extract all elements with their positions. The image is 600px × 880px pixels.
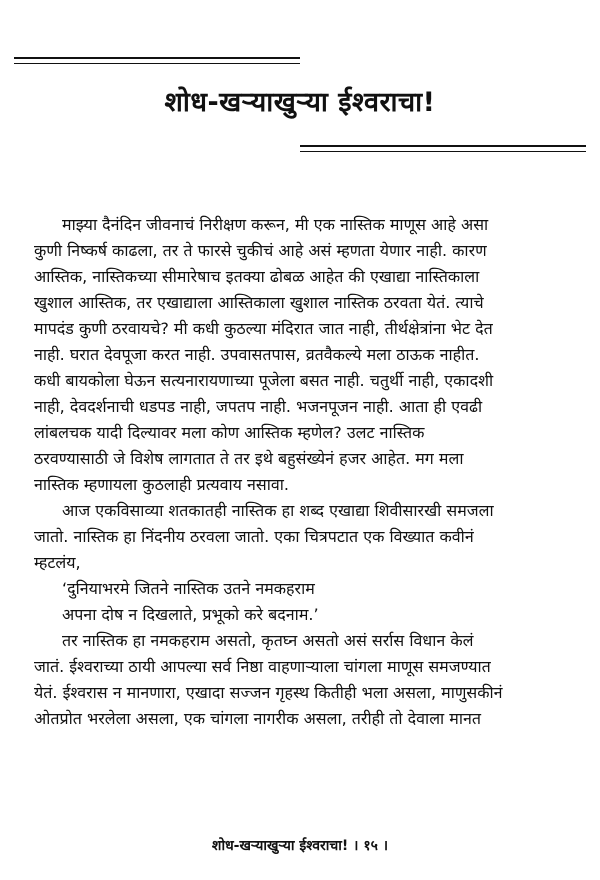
text-line: ठरवण्यासाठी जे विशेष लागतात ते तर इथे बहुसंख्येनं हजर आहेत. मग मला: [34, 449, 464, 468]
text-line: माझ्या दैनंदिन जीवनाचं निरीक्षण करून, मी एक नास्तिक माणूस आहे असा: [62, 215, 489, 234]
text-line: मापदंड कुणी ठरवायचे? मी कधी कुठल्या मंदिरात जात नाही, तीर्थक्षेत्रांना भेट देत: [34, 319, 493, 338]
quote-line: अपना दोष न दिखलाते, प्रभूको करे बदनाम.’: [62, 605, 319, 624]
chapter-title: शोध-खऱ्याखुऱ्या ईश्वराचा!: [164, 87, 436, 118]
bottom-rule-thick: [300, 145, 586, 147]
text-line: जातो. नास्तिक हा निंदनीय ठरवला जातो. एका चित्रपटात एक विख्यात कवीनं: [34, 527, 474, 546]
top-rule-thick: [14, 57, 300, 59]
text-line: येतं. ईश्वरास न मानणारा, एखादा सज्जन गृहस्थ कितीही भला असला, माणुसकीनं: [34, 683, 503, 702]
text-line: जातं. ईश्वराच्या ठायी आपल्या सर्व निष्ठा वाहणाऱ्याला चांगला माणूस समजण्यात: [34, 657, 491, 676]
text-line: ओतप्रोत भरलेला असला, एक चांगला नागरीक असला, तरीही तो देवाला मानत: [34, 709, 481, 728]
text-line: लांबलचक यादी दिल्यावर मला कोण आस्तिक म्हणेल? उलट नास्तिक: [34, 423, 425, 442]
text-line: म्हटलंय,: [34, 553, 81, 572]
text-line: तर नास्तिक हा नमकहराम असतो, कृतघ्न असतो असं सर्रास विधान केलं: [62, 631, 474, 650]
text-line: नाही, देवदर्शनाची धडपड नाही, जपतप नाही. भजनपूजन नाही. आता ही एवढी: [34, 397, 483, 416]
text-line: कधी बायकोला घेऊन सत्यनारायणाच्या पूजेला बसत नाही. चतुर्थी नाही, एकादशी: [34, 371, 494, 390]
text-line: कुणी निष्कर्ष काढला, तर ते फारसे चुकीचं आहे असं म्हणता येणार नाही. कारण: [34, 241, 487, 260]
text-line: आस्तिक, नास्तिकच्या सीमारेषाच इतक्या ढोबळ आहेत की एखाद्या नास्तिकाला: [34, 267, 480, 286]
quote-line: ‘दुनियाभरमे जितने नास्तिक उतने नमकहराम: [62, 579, 315, 598]
text-line: खुशाल आस्तिक, तर एखाद्याला आस्तिकाला खुशाल नास्तिक ठरवता येतं. त्याचे: [34, 293, 484, 312]
bottom-rule-thin: [300, 151, 586, 152]
text-line: नास्तिक म्हणायला कुठलाही प्रत्यवाय नसावा.: [34, 475, 289, 494]
text-line: आज एकविसाव्या शतकातही नास्तिक हा शब्द एखाद्या शिवीसारखी समजला: [62, 501, 494, 520]
page-footer: शोध-खऱ्याखुऱ्या ईश्वराचा! । १५ ।: [211, 838, 389, 854]
top-rule-thin: [14, 63, 300, 64]
body-text: [34, 212, 562, 732]
text-line: नाही. घरात देवपूजा करत नाही. उपवासतपास, व्रतवैकल्ये मला ठाऊक नाहीत.: [34, 345, 480, 364]
